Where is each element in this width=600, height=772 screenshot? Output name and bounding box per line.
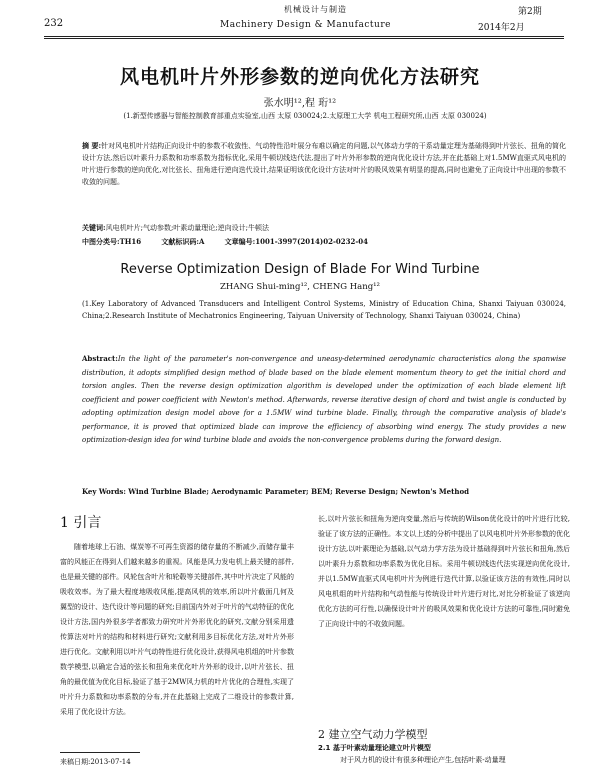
keywords-text-en: Wind Turbine Blade; Aerodynamic Parameter; BEM; Reverse Design; Newton's Method [128,487,470,496]
authors-cn: 张水明¹²,程 珩¹² [263,98,337,109]
keywords-label-en: Key Words: [82,487,126,496]
keywords-cn [82,222,566,234]
section-1-paragraph: 随着地球上石油、煤炭等不可再生资源的储存量的不断减少,而储存量丰富的风能正在得到人们越来越多的重视。风能是风力发电机上最关键的部件,也是最关键的部件。风轮包含叶片和轮毂等关键部件,其中叶片决定了风能的吸收效率。为了最大程度地吸收风能,提高风机的效率,所以叶片截面几何及翼型的设计、迭代设计等问题的研究;目前国内外对于叶片的气动特征的优化设计方法,国内外很多学者都致力研究叶片外形优化的研究,文献分别采用遗传算法对叶片的结构和材料进行研究;文献利用多目标优化方法,对叶片外形进行优化。文献利用以叶片气动特性进行优化设计,获得风电机组的叶片参数数学模型,以确定合适的弦长和扭角来优化叶片外形的设计,以叶片弦长、扭角的最优值为优化目标,验证了基于2MW风力机的叶片优化的合理性,实现了叶片升力系数和功率系数的分布,并在此基础上完成了二维设计的参数计算,采用了优化设计方法。 [60,543,294,716]
keywords-text-cn: 风电机叶片;气动参数;叶素动量理论;逆向设计;牛顿法 [105,224,270,232]
abstract-en [82,352,566,448]
document-code: 文献标识码:A [161,237,205,246]
paper-title-cn: 风电机叶片外形参数的逆向优化方法研究 [119,66,480,88]
article-number: 文章编号:1001-3997(2014)02-0232-04 [224,237,368,246]
authors-en: ZHANG Shui-ming¹², CHENG Hang¹² [220,282,380,292]
journal-name-cn: 机械设计与制造 [284,5,347,14]
keywords-label-cn: 关键词: [82,223,106,232]
abstract-text-cn: 针对风电机叶片结构正向设计中的参数不收敛性、气动特性沿叶展分布难以确定的问题,以气体动力学的干系动量定理为基础得到叶片弦长、扭角的简化设计方法,然后以叶素升力系数和功率系数为指标优化,采用牛顿切线迭代法,提出了叶片外形参数的逆向优化设计方法,并在此基础上对1.5MW直驱式风电机的叶片进行参数的逆向优化,对比弦长、扭角进行逆向迭代设计,结果证明该优化设计方法对叶片的吸风效果有明显的提高,同时也避免了正向设计中出现的参数不收敛的问题。 [82,142,566,186]
clc-number: 中图分类号:TH16 [82,237,142,246]
issue-number: 第2期 [518,7,542,17]
abstract-label-cn: 摘 要: [82,141,102,150]
paper-title-en: Reverse Optimization Design of Blade For Wind Turbine [120,262,480,277]
issue-date: 2014年2月 [478,23,525,33]
header-rule-secondary [44,38,564,39]
received-date: 来稿日期:2013-07-14 [60,758,131,766]
section-1-text [60,540,294,720]
section-2-1-text: 对于风力机的设计有很多种理论产生,包括叶素-动量理 [340,756,506,764]
classification-line [82,236,566,248]
journal-name-en: Machinery Design & Manufacture [220,20,391,30]
section-1-heading: 1 引言 [60,515,102,531]
section-2-heading: 2 建立空气动力学模型 [318,728,428,741]
footnote-rule [60,752,140,753]
column-2-paragraph: 长,以叶片弦长和扭角为逆向变量,然后与传统的Wilson优化设计的叶片进行比较,验证了该方法的正确性。本文以上述的分析中提出了以风电机叶片外形参数的优化设计方法,以叶素理论为基础,以气动力学方法为设计基础得到叶片弦长和扭角,然后以叶素升力系数和功率系数为优化目标。采用牛顿切线迭代法实现逆向优化设计,并以1.5MW直驱式风电机叶片为例进行迭代计算,以验证该方法的有效性,同时以风电机组的叶片结构和气动性能与传统设计叶片进行对比,对比分析验证了该逆向优化方法的可行性,以确保设计叶片的吸风效果和优化设计方法的可靠性,同时避免了正向设计中的不收敛问题。 [318,515,570,628]
column-2-text [318,512,570,632]
page-number: 232 [44,18,64,29]
keywords-en [82,486,566,498]
affiliation-cn: (1.新型传感器与智能控制教育部重点实验室,山西 太原 030024;2.太原理工大学 机电工程研究所,山西 太原 030024) [123,112,487,120]
section-2-1-heading: 2.1 基于叶素动量理论建立叶片模型 [318,744,431,752]
abstract-label-en: Abstract: [82,354,118,363]
header-rule [44,36,564,37]
abstract-text-en: In the light of the parameter's non-convergence and uneasy-determined aerodynamic characteristics along the spanwise distribution, it adopts simplified design method of blade based on the blade element momentum theory to get the initial chord and torsion angles. Then the reverse design optimization algorithm is developed under the optimization of each blade element lift coefficient and power coefficient with Newton's method. Afterwards, reverse iterative design of chord and twist angle is conducted by adopting optimization design model above for a 1.5MW wind turbine blade. Finally, through the comparative analysis of blade's performance, it is proved that optimized blade can improve the efficiency of absorbing wind energy. The study provides a new optimization-design idea for wind turbine blade and avoids the non-convergence problems during the forward design. [82,355,566,444]
abstract-cn [82,140,566,188]
affiliation-en: (1.Key Laboratory of Advanced Transducers and Intelligent Control Systems, Ministry of Education China, Shanxi Taiyuan 030024, China;2.Research Institute of Mechatronics Engineering, Taiyuan University of Technology, Shanxi Taiyuan 030024, China) [82,300,566,320]
